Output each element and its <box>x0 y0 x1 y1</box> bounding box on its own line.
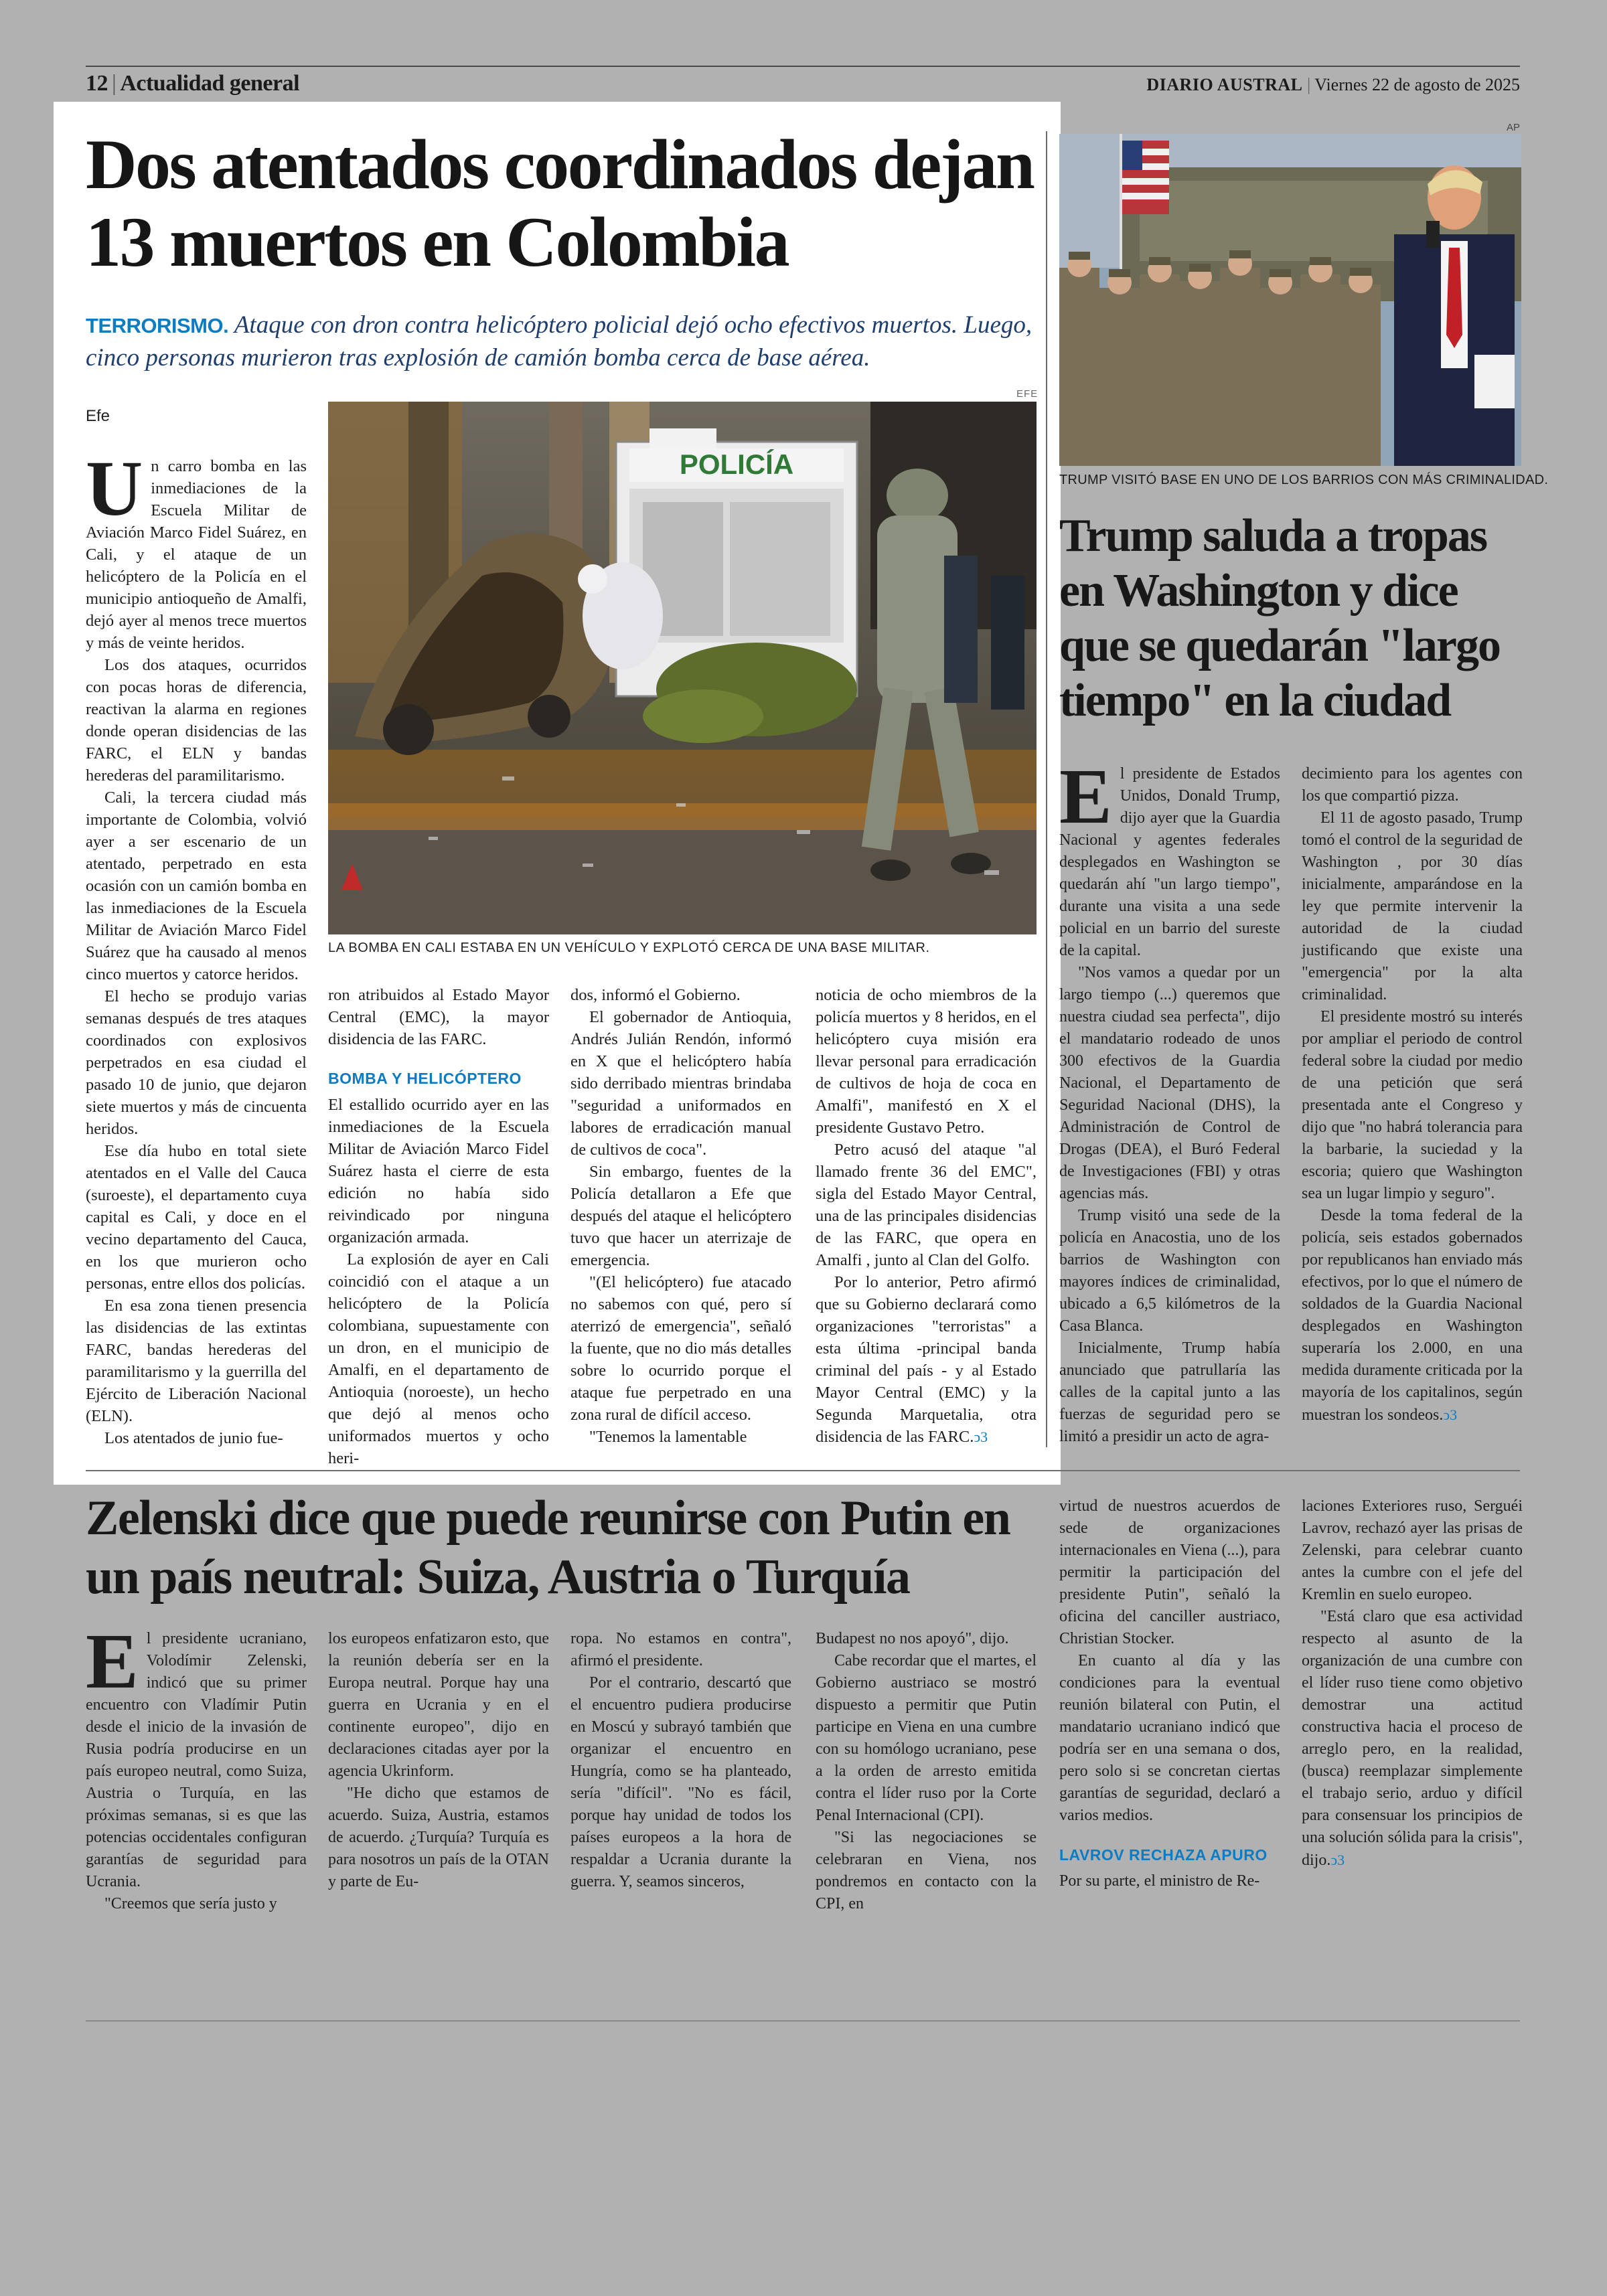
article3-col2-p0: los europeos enfatizaron esto, que la reunión debería ser en la Europa neutral. Porque hay una guerra en Ucrania y en el continente europeo", dijo en declaraciones citadas ayer por la agencia Ukrinform. <box>328 1630 549 1780</box>
article3-col1-p1: "Creemos que sería justo y <box>104 1895 277 1912</box>
article3-subhead: LAVROV RECHAZA APURO <box>1059 1846 1268 1864</box>
article1-col1-p1: Los dos ataques, ocurridos con pocas horas de diferencia, reactivan la alarma en regiones donde operan disidencias de las FARC, el ELN y bandas herederas del paramilitarismo. <box>86 656 307 785</box>
article3-column-6 <box>1302 1495 1523 1872</box>
section-divider <box>86 1470 1520 1471</box>
article1-col1-p2: Cali, la tercera ciudad más importante de Colombia, volvió ayer a ser escenario de un atentado, perpetrado en esta ocasión con un camión bomba en las inmediaciones de la Escuela Militar de Aviación Marco Fidel Suárez que ha causado al menos cinco muertos y catorce heridos. <box>86 789 307 983</box>
article3-col6-p0: laciones Exteriores ruso, Serguéi Lavrov, rechazó ayer las prisas de Zelenski, para celebrar cuanto antes la cumbre con el jefe del Kremlin en suelo europeo. <box>1302 1497 1523 1603</box>
article1-column-3 <box>570 984 791 1448</box>
article3-col6-p1 <box>1302 1606 1523 1872</box>
article2-col1-p1: "Nos vamos a quedar por un largo tiempo (...) queremos que nuestra ciudad sea perfecta", dijo el mandatario rodeado de unos 300 efectivos de la Guardia Nacional, el Departamento de Seguridad Nacional (DHS), la Administración de Control de Drogas (DEA), el Buró Federal de Investigaciones (FBI) y otras agencias más. <box>1059 964 1280 1202</box>
section-name: Actualidad general <box>120 71 300 96</box>
article3-col1-p0 <box>86 1617 307 1893</box>
article1-subhead: BOMBA Y HELICÓPTERO <box>328 1070 522 1087</box>
article2-headline: Trump saluda a tropas en Washington y dice que se quedarán "largo tiempo" en la ciudad <box>1059 510 1500 726</box>
end-mark-icon: ↄ3 <box>974 1428 988 1445</box>
article3-col5-p0: virtud de nuestros acuerdos de sede de organizaciones internacionales en Viena (...), para permitir la participación del presidente Putin", señaló la oficina del canciller austriaco, Christian Stocker. <box>1059 1497 1280 1647</box>
article1-kicker: TERRORISMO. <box>86 314 229 337</box>
article2-col1-p2: Trump visitó una sede de la policía en Anacostia, uno de los barrios de Washington con mayores índices de criminalidad, ubicado a 6,5 kilómetros de la Casa Blanca. <box>1059 1207 1280 1335</box>
article1-col4-p2 <box>816 1271 1037 1448</box>
bottom-divider <box>86 2020 1520 2022</box>
article3-drop-cap: E <box>86 1617 139 1705</box>
article3-col2-p1: "He dicho que estamos de acuerdo. Suiza, Austria, estamos de acuerdo. ¿Turquía? Turquía es para nosotros un país de la OTAN y parte de Eu- <box>328 1785 549 1890</box>
paper-info: DIARIO AUSTRAL | Viernes 22 de agosto de 2025 <box>1146 75 1520 94</box>
trump-troops-photo <box>1059 134 1521 466</box>
article2-col1-p0-text: l presidente de Estados Unidos, Donald Trump, dijo ayer que la Guardia Nacional y agentes federales desplegados en Washington se quedarán ahí "un largo tiempo", durante una visita a una sede policial en un barrio del sureste de la capital. <box>1059 765 1280 959</box>
article1-deck <box>86 309 1050 374</box>
page-number: 12 <box>86 71 108 96</box>
article3-col1-p0-text: l presidente ucraniano, Volodímir Zelenski, indicó que su primer encuentro con Vladímir Putin desde el inicio de la invasión de Rusia podría producirse en un país europeo neutral, como Suiza, Austria o Turquía, en las próximas semanas, si es que las potencias occidentales configuran garantías de seguridad para Ucrania. <box>86 1630 307 1890</box>
article3-column-4 <box>816 1628 1037 1915</box>
article2-column-2 <box>1302 763 1523 1426</box>
article3-headline: Zelenski dice que puede reunirse con Putin en un país neutral: Suiza, Austria o Turquía <box>86 1491 1010 1605</box>
article2-drop-cap: E <box>1059 752 1112 840</box>
article2-col1-p0 <box>1059 752 1280 962</box>
article1-col3-p2: Sin embargo, fuentes de la Policía detallaron a Efe que después del ataque el helicóptero tuvo que hacer un aterrizaje de emergencia. <box>570 1163 791 1269</box>
end-mark-icon: ↄ3 <box>1330 1852 1345 1868</box>
trump-troops-illustration <box>1059 134 1521 466</box>
article3-col6-p1-text: "Está claro que esa actividad respecto al asunto de la organización de una cumbre con el líder ruso tiene como objetivo demostrar una actitud constructiva hacia el proceso de arreglo pero, en la realidad, (busca) reemplazar simplemente el trabajo serio, arduo y difícil para consensuar los principios de una solución sólida para la crisis", dijo. <box>1302 1608 1523 1869</box>
article1-col2-p2: La explosión de ayer en Cali coincidió con el ataque a un helicóptero de la Policía colombiana, supuestamente con un dron, en el municipio de Amalfi, en el departamento de Antioquia (noroeste), un hecho que dejó al menos ocho uniformados muertos y ocho heri- <box>328 1250 549 1467</box>
article3-col3-p0: ropa. No estamos en contra", afirmó el presidente. <box>570 1630 791 1669</box>
article1-col3-p1: El gobernador de Antioquia, Andrés Julián Rendón, informó en X que el helicóptero había sido derribado mientras brindaba "seguridad a uniformados en labores de erradicación manual de cultivos de coca". <box>570 1008 791 1159</box>
article1-column-2 <box>328 984 549 1469</box>
article3-col4-p1: Cabe recordar que el martes, el Gobierno austriaco se mostró dispuesto a permitir que Putin participe en Viena en una cumbre con su homólogo ucraniano, pese a la orden de arresto emitida contra el líder ruso por la Corte Penal Internacional (CPI). <box>816 1652 1037 1824</box>
issue-date: Viernes 22 de agosto de 2025 <box>1314 75 1520 94</box>
article3-column-3 <box>570 1628 791 1893</box>
article1-byline: Efe <box>86 407 110 425</box>
article3-col4-p2: "Si las negociaciones se celebraran en Viena, nos pondremos en contacto con la CPI, en <box>816 1829 1037 1912</box>
article3-col3-p1: Por el contrario, descartó que el encuentro pudiera producirse en Moscú y subrayó también que organizar el encuentro en Hungría, como se ha planteado, sería "difícil". "No es fácil, porque hay unidad de todos los países europeos a la hora de respaldar a Ucrania durante la guerra. Y, seamos sinceros, <box>570 1674 791 1890</box>
article1-col4-p1: Petro acusó del ataque "al llamado frente 36 del EMC", sigla del Estado Mayor Central, una de las principales disidencias de las FARC, que opera en Amalfi , junto al Clan del Golfo. <box>816 1141 1037 1269</box>
article1-column-4 <box>816 984 1037 1448</box>
article3-column-2 <box>328 1628 549 1893</box>
article2-col1-p3: Inicialmente, Trump había anunciado que patrullaría las calles de la capital junto a las fuerzas de seguridad pero se limitó a presidir un acto de agra- <box>1059 1339 1280 1445</box>
article1-col3-p3: "(El helicóptero) fue atacado no sabemos con qué, pero sí aterrizó de emergencia", señaló la fuente, que no dio más detalles sobre lo ocurrido porque el ataque fue perpetrado en una zona rural de difícil acceso. <box>570 1273 791 1424</box>
article2-col2-p0: decimiento para los agentes con los que compartió pizza. <box>1302 765 1523 805</box>
article1-col1-p6: Los atentados de junio fue- <box>104 1429 283 1447</box>
article1-drop-cap: U <box>86 444 143 532</box>
photo1-caption: LA BOMBA EN CALI ESTABA EN UN VEHÍCULO Y EXPLOTÓ CERCA DE UNA BASE MILITAR. <box>328 940 930 955</box>
article1-column-1 <box>86 444 307 1449</box>
article3-col5-p1: En cuanto al día y las condiciones para la eventual reunión bilateral con Putin, el mandatario ucraniano indicó que podría ser en una semana o dos, pero solo si se concretan ciertas garantías de seguridad, declaró a varios medios. <box>1059 1652 1280 1824</box>
cali-bombing-photo <box>328 402 1037 934</box>
article3-col5-p2: Por su parte, el ministro de Re- <box>1059 1872 1260 1890</box>
end-mark-icon: ↄ3 <box>1443 1406 1458 1423</box>
page-header <box>86 66 1520 96</box>
police-sign-text: POLICÍA <box>679 448 794 480</box>
article2-col2-p3-text: Desde la toma federal de la policía, seis estados gobernados por republicanos han enviado más efectivos, por lo que el número de soldados de la Guardia Nacional desplegados en Washington superaría los 2.000, en una medida duramente criticada por la mayoría de los capitalinos, según muestran los sondeos. <box>1302 1207 1523 1424</box>
section-label: 12 | Actualidad general <box>86 71 300 96</box>
article1-col1-p0-text: n carro bomba en las inmediaciones de la Escuela Militar de Aviación Marco Fidel Suárez, en Cali, y el ataque de un helicóptero de la Policía en el municipio antioqueño de Amalfi, dejó ayer al menos trece muertos y más de veinte heridos. <box>86 457 307 652</box>
article1-deck-text: Ataque con dron contra helicóptero policial dejó ocho efectivos muertos. Luego, cinco personas murieron tras explosión de camión bomba cerca de base aérea. <box>86 311 1032 372</box>
article3-column-5 <box>1059 1495 1280 1892</box>
paper-name: DIARIO AUSTRAL <box>1146 75 1303 94</box>
article2-col2-p3 <box>1302 1205 1523 1426</box>
article1-col1-p4: Ese día hubo en total siete atentados en el Valle del Cauca (suroeste), el departamento cuya capital es Cali, y doce en el vecino departamento del Cauca, en los que murieron ocho personas, entre ellos dos policías. <box>86 1142 307 1293</box>
article1-col2-p1: El estallido ocurrido ayer en las inmediaciones de la Escuela Militar de Aviación Marco Fidel Suárez hasta el cierre de esta edición no había sido reivindicado por ninguna organización armada. <box>328 1096 549 1246</box>
article2-col2-p2: El presidente mostró su interés por ampliar el periodo de control federal sobre la ciudad por medio de una petición que será presentada ante el Congreso y dijo que "no habrá tolerancia para la barbarie, la suciedad y la escoria; quiero que Washington sea un lugar limpio y seguro". <box>1302 1008 1523 1202</box>
article1-col1-p0 <box>86 444 307 654</box>
article3-column-1 <box>86 1617 307 1915</box>
photo2-credit: AP <box>1507 122 1521 133</box>
article2-col2-p1: El 11 de agosto pasado, Trump tomó el control de la seguridad de Washington , por 30 días inicialmente, amparándose en la ley que permite intervenir la autoridad de la ciudad justificando que existe una "emergencia" por la alta criminalidad. <box>1302 809 1523 1003</box>
article1-col4-p0: noticia de ocho miembros de la policía muertos y 8 heridos, en el helicóptero cuya misión era llevar personal para erradicación de cultivos de hoja de coca en Amalfi", manifestó en X el presidente Gustavo Petro. <box>816 986 1037 1137</box>
article2-column-1 <box>1059 752 1280 1448</box>
cali-bombing-illustration <box>328 402 1037 934</box>
article3-col4-p0: Budapest no nos apoyó", dijo. <box>816 1630 1009 1647</box>
article1-headline: Dos atentados coordinados dejan 13 muertos en Colombia <box>86 125 1034 281</box>
column-divider <box>1046 131 1047 1447</box>
article1-col2-p0: ron atribuidos al Estado Mayor Central (EMC), la mayor disidencia de las FARC. <box>328 986 549 1048</box>
article1-col3-p0: dos, informó el Gobierno. <box>570 986 741 1004</box>
article1-col4-p2-text: Por lo anterior, Petro afirmó que su Gobierno declarará como organizaciones "terroristas" a esta última -principal banda criminal del país - y al Estado Mayor Central (EMC) y la Segunda Marquetalia, otra disidencia de las FARC. <box>816 1273 1037 1446</box>
article1-col1-p5: En esa zona tienen presencia las disidencias de las extintas FARC, bandas herederas del paramilitarismo y la guerrilla del Ejército de Liberación Nacional (ELN). <box>86 1297 307 1425</box>
photo2-caption: TRUMP VISITÓ BASE EN UNO DE LOS BARRIOS CON MÁS CRIMINALIDAD. <box>1059 473 1549 487</box>
article1-col1-p3: El hecho se produjo varias semanas después de tres ataques coordinados con explosivos perpetrados en esa ciudad el pasado 10 de junio, que dejaron siete muertos y más de cincuenta heridos. <box>86 987 307 1138</box>
photo1-credit: EFE <box>1016 388 1039 400</box>
article1-col3-p4: "Tenemos la lamentable <box>589 1428 747 1446</box>
